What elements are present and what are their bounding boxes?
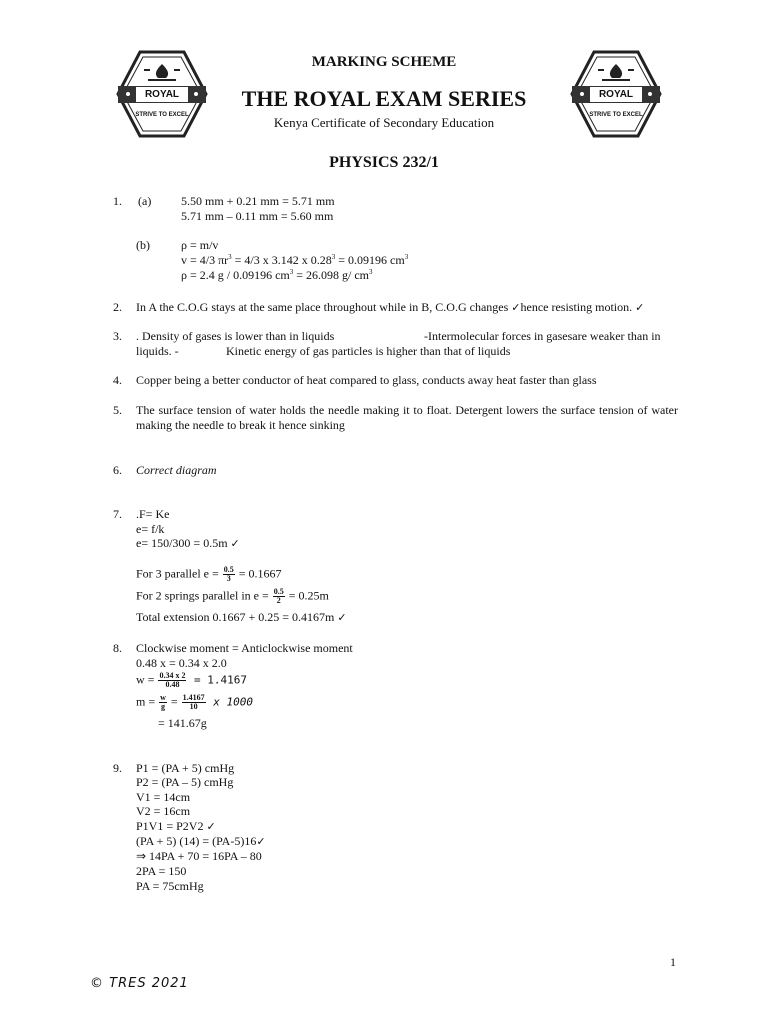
q8-line5: = 141.67g xyxy=(158,716,207,730)
q5-text: The surface tension of water holds the needle making it to float. Detergent lowers the surface tension of water making the needle to break it hence sinking xyxy=(136,403,678,432)
marking-scheme-title: MARKING SCHEME xyxy=(311,54,457,70)
q4-text: Copper being a better conductor of heat compared to glass, conducts away heat faster than glass xyxy=(136,373,597,387)
q1a-label: (a) xyxy=(138,194,152,208)
tick-icon: ✓ xyxy=(337,611,347,624)
logo-right-motto: STRIVE TO EXCEL xyxy=(589,112,643,118)
exam-subtitle: Kenya Certificate of Secondary Education xyxy=(273,115,495,130)
q8-number: 8. xyxy=(113,641,122,655)
paper-title: PHYSICS 232/1 xyxy=(329,154,439,171)
tick-icon: ✓ xyxy=(206,820,216,833)
q7-line4: For 3 parallel e = $\frac{0.5}{3}$ = 0.1667 xyxy=(136,565,282,583)
q9-number: 9. xyxy=(113,761,122,775)
q6-text: Correct diagram xyxy=(136,463,217,477)
q9-line9: PA = 75cmHg xyxy=(136,879,204,893)
q1b-line3: ρ = 2.4 g / 0.09196 $cm^3 = 26.098$ g/ $cm^3$ xyxy=(181,268,373,282)
tick-icon: ✓ xyxy=(230,537,240,550)
q8-line3: w = $\frac{0.34 x 2}{0.48}$ = 1.4167 xyxy=(136,671,248,689)
q9-line8: 2PA = 150 xyxy=(136,864,187,878)
q1a-line2: 5.71 mm – 0.11 mm = 5.60 mm xyxy=(181,209,334,223)
q3-line1a: . Density of gases is lower than in liquids xyxy=(136,329,335,343)
q9-line2: P2 = (PA – 5) cmHg xyxy=(136,775,234,789)
tick-icon: ✓ xyxy=(511,301,521,314)
q1-number: 1. xyxy=(113,194,122,208)
q5-number: 5. xyxy=(113,403,122,417)
q9-line4: V2 = 16cm xyxy=(136,804,191,818)
logo-right-text: ROYAL xyxy=(598,89,634,100)
q1a-line1: 5.50 mm + 0.21 mm = 5.71 mm xyxy=(181,194,335,208)
q9-line1: P1 = (PA + 5) cmHg xyxy=(136,761,235,775)
exam-series-title: THE ROYAL EXAM SERIES xyxy=(241,86,527,111)
q1b-line1: ρ = m/v xyxy=(181,238,219,252)
q7-line2: e= f/k xyxy=(136,522,165,536)
q1b-line2: v = 4/3 $\pi r^3 = 4/3$ x 3.142 x $0.28^3 = 0.09196$ $cm^3$ xyxy=(181,253,409,267)
q1b-label: (b) xyxy=(136,238,150,252)
tick-icon: ✓ xyxy=(635,301,645,314)
copyright-footer: © TRES 2021 xyxy=(90,976,189,991)
tick-icon: ✓ xyxy=(256,835,266,848)
q7-line5: For 2 springs parallel in e = $\frac{0.5}{2}$ = 0.25m xyxy=(136,587,329,605)
q3-line2b: Kinetic energy of gas particles is higher than that of liquids xyxy=(226,344,511,358)
q3-line2a: liquids. - xyxy=(136,344,179,358)
q2-text: In A the C.O.G stays at the same place throughout while in B, C.O.G changes ✓hence resisting motion. ✓ xyxy=(136,300,645,314)
q3-number: 3. xyxy=(113,329,122,343)
q9-line7: ⇒ 14PA + 70 = 16PA – 80 xyxy=(136,849,262,863)
q9-line3: V1 = 14cm xyxy=(136,790,191,804)
logo-left-text: ROYAL xyxy=(144,89,180,100)
page-number: 1 xyxy=(670,955,676,969)
q4-number: 4. xyxy=(113,373,122,387)
q7-line3: e= 150/300 = 0.5m ✓ xyxy=(136,536,240,550)
logo-left-motto: STRIVE TO EXCEL xyxy=(135,112,189,118)
q6-number: 6. xyxy=(113,463,122,477)
q7-number: 7. xyxy=(113,507,122,521)
q7-line1: .F= Ke xyxy=(136,507,170,521)
q8-line1: Clockwise moment = Anticlockwise moment xyxy=(136,641,353,655)
q8-line2: 0.48 x = 0.34 x 2.0 xyxy=(136,656,227,670)
q8-line4: m = $\frac{w}{g}$ = $\frac{1.4167}{10}$ x 1000 xyxy=(136,693,254,711)
q3-line1b: -Intermolecular forces in gasesare weaker than in xyxy=(424,329,661,343)
q9-line6: (PA + 5) (14) = (PA-5)16✓ xyxy=(136,834,266,848)
q2-number: 2. xyxy=(113,300,122,314)
q7-line6: Total extension 0.1667 + 0.25 = 0.4167m ✓ xyxy=(136,610,347,624)
q9-line5: P1V1 = P2V2 ✓ xyxy=(136,819,216,833)
